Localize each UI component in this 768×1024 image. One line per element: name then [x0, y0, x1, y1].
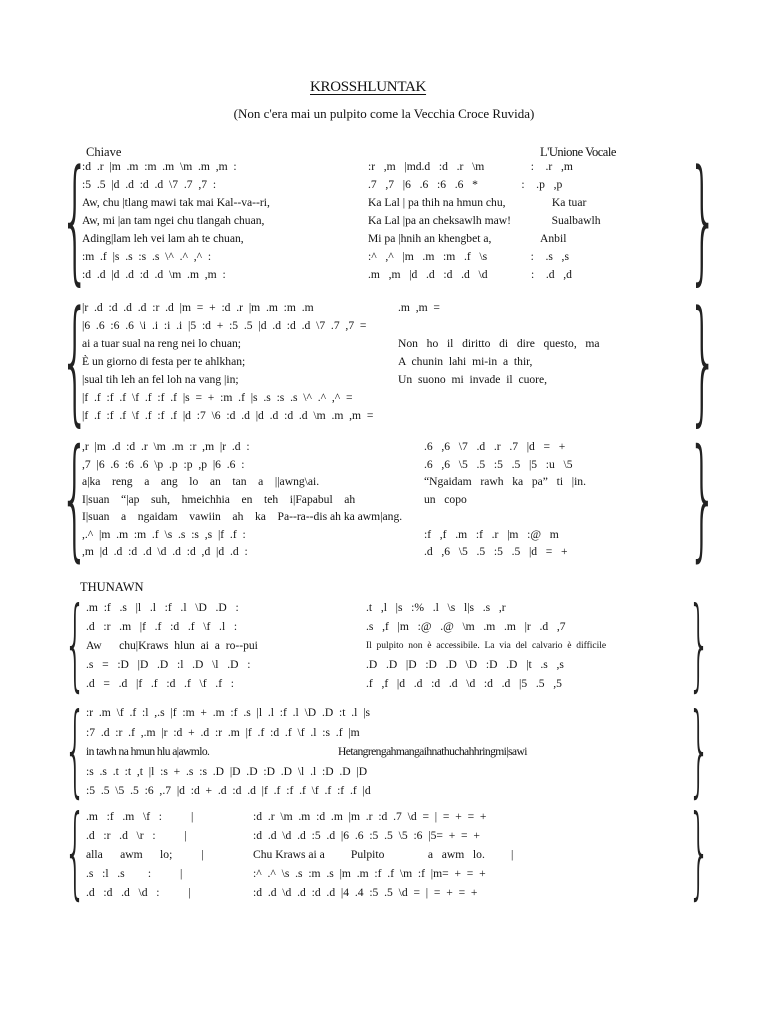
score-line-right: :d .r \m .m :d .m |m .r :d .7 \d = | = + = + — [253, 810, 487, 823]
score-line-right: Ka Lal | pa thih na hmun chu, Ka tuar — [368, 196, 587, 209]
score-line-left: Aw, mi |an tam ngei chu tlangah chuan, — [82, 214, 265, 227]
score-line-right: :d .d \d .d :d .d |4 .4 :5 .5 \d = | = + = + — [253, 886, 478, 899]
score-line-left: |f .f :f .f \f .f :f .f |s = + :m .f |s .s :s .s \^ .^ ,^ = — [82, 391, 353, 404]
page-subtitle: (Non c'era mai un pulpito come la Vecchia Croce Ruvida) — [233, 106, 535, 121]
score-line-left: ,m |d .d :d .d \d .d :d ,d |d .d : — [82, 545, 248, 558]
score-line-right: A chunin lahi mi-in a thir, — [398, 355, 533, 368]
score-line-right: :^ ,^ |m .m :m .f \s : .s ,s — [368, 250, 569, 263]
score-line-right: .7 ,7 |6 .6 :6 .6 * : .p ,p — [368, 178, 563, 191]
score-line-left: .s :l .s : | — [86, 867, 183, 880]
score-line-left: È un giorno di festa per te ahlkhan; — [82, 355, 246, 368]
score-line-left: .d = .d |f .f :d .f \f .f : — [86, 677, 234, 690]
key-label: Chiave — [86, 145, 122, 159]
score-line-left: ,r |m .d :d .r \m .m :r ,m |r .d : — [82, 440, 250, 453]
score-line-left: I|suan a ngaidam vawiin ah ka Pa--ra--dis ah ka awm|ang. — [82, 510, 403, 523]
score-line-left: ai a tuar sual na reng nei lo chuan; — [82, 337, 242, 350]
score-line-left: .d :r .m |f .f :d .f \f .l : — [86, 620, 238, 633]
score-line-right: Un suono mi invade il cuore, — [398, 373, 548, 386]
score-line-left: ,.^ |m .m :m .f \s .s :s ,s |f .f : — [82, 527, 246, 541]
score-line-right: .s ,f |m :@ .@ \m .m .m |r .d ,7 — [366, 620, 566, 633]
score-line-right: .m ,m = — [398, 301, 440, 314]
score-line-left: .m :f .m \f : | — [86, 810, 194, 823]
score-line-left: alla awm lo; | — [86, 848, 204, 861]
score-line-left: :d .r |m .m :m .m \m .m ,m : — [82, 160, 237, 173]
right-brace: } — [688, 141, 719, 298]
score-line-left: |6 .6 :6 .6 \i .i :i .i |5 :d + :5 .5 |d .d :d .d \7 .7 ,7 = — [82, 319, 367, 332]
left-brace: { — [60, 282, 91, 439]
right-brace: } — [688, 793, 711, 910]
left-brace: { — [60, 421, 90, 575]
right-brace: } — [688, 282, 719, 439]
page-title: KROSSHLUNTAK — [310, 79, 427, 95]
choir-label: L'Unione Vocale — [540, 145, 616, 159]
score-line-left: .m :f .s |l .l :f .l \D .D : — [86, 601, 239, 614]
score-line-right: :f ,f .m :f .r |m :@ m — [424, 527, 559, 541]
score-line-right: :d .d \d .d :5 .d |6 .6 :5 .5 \5 :6 |5= + = + — [253, 829, 480, 842]
score-line-left: :5 .5 \5 .5 :6 ,.7 |d :d + .d :d .d |f .f :f .f \f .f :f .f |d — [86, 784, 371, 797]
score-line-right: :r ,m |md.d :d .r \m : .r ,m — [368, 160, 573, 173]
score-line-right: “Ngaidam rawh ka pa” ti |in. — [424, 475, 587, 488]
score-line-left: I|suan “|ap suh, hmeichhia en teh i|Fapabul ah — [82, 492, 356, 506]
score-line-left: .d :d .d \d : | — [86, 886, 191, 899]
score-line-left: ,7 |6 .6 :6 .6 \p .p :p ,p |6 .6 : — [82, 457, 245, 471]
score-line-left: a|ka reng a ang lo an tan a ||awng\ai. — [82, 475, 320, 488]
score-line-left: in tawh na hmun hlu a|awmlo. — [86, 745, 210, 758]
score-line-left: Ading|lam leh vei lam ah te chuan, — [82, 232, 244, 245]
score-line-left: |r .d :d .d .d :r .d |m = + :d .r |m .m :m .m — [82, 301, 314, 314]
score-line-right: .D .D |D :D .D \D :D .D |t .s ,s — [366, 658, 564, 671]
score-line-right: Hetangrengahmangaihnathuchahhringmi|sawi — [338, 745, 527, 758]
score-line-right: .m ,m |d .d :d .d \d : .d ,d — [368, 268, 572, 281]
score-line-left: :s .s .t :t ,t |l :s + .s :s .D |D .D :D .D \l .l :D .D |D — [86, 764, 368, 778]
score-line-right: Non ho il diritto di dire questo, ma — [398, 337, 600, 350]
score-line-left: :m .f |s .s :s .s \^ .^ ,^ : — [82, 250, 212, 263]
score-line-right: Mi pa |hnih an khengbet a, Anbil — [368, 232, 567, 245]
score-line-right: .6 ,6 \5 .5 :5 .5 |5 :u \5 — [424, 457, 573, 471]
score-line-right: .f ,f |d .d :d .d \d :d .d |5 .5 ,5 — [366, 677, 562, 690]
score-line-right: un copo — [424, 492, 467, 506]
score-line-left: |sual tih leh an fel loh na vang |in; — [82, 373, 239, 386]
score-line-left: Aw, chu |tlang mawi tak mai Kal--va--ri, — [82, 196, 270, 209]
score-line-left: .d :r .d \r : | — [86, 829, 187, 842]
left-brace: { — [64, 691, 87, 808]
right-brace: } — [688, 585, 711, 702]
chorus-label: THUNAWN — [80, 580, 144, 594]
score-line-right: .t ,l |s :% .l \s l|s .s ,r — [366, 601, 506, 614]
score-line-right: :^ .^ \s .s :m .s |m .m :f .f \m :f |m= + = + — [253, 867, 486, 880]
score-line-left: :7 .d :r .f ,.m |r :d + .d :r .m |f .f :d .f \f .l :s .f |m — [86, 725, 360, 739]
score-line-left: :5 .5 |d .d :d .d \7 .7 ,7 : — [82, 178, 217, 191]
score-line-left: :r .m \f .f :l ,.s |f :m + .m :f .s |l .l :f .l \D .D :t .l |s — [86, 706, 371, 719]
score-line-left: |f .f :f .f \f .f :f .f |d :7 \6 :d .d |d .d :d .d \m .m ,m = — [82, 409, 374, 422]
score-line-right: Chu Kraws ai a Pulpito a awm lo. | — [253, 848, 514, 861]
score-line-left: Aw chu|Kraws hlun ai a ro--pui — [86, 639, 258, 652]
score-line-right: .d ,6 \5 .5 :5 .5 |d = + — [424, 545, 568, 558]
right-brace: } — [688, 421, 718, 575]
left-brace: { — [64, 585, 87, 702]
left-brace: { — [64, 793, 87, 910]
score-line-right: .6 ,6 \7 .d .r .7 |d = + — [424, 440, 566, 453]
right-brace: } — [688, 691, 711, 808]
score-line-right: Ka Lal |pa an cheksawlh maw! Sualbawlh — [368, 214, 601, 227]
score-line-left: .s = :D |D .D :l .D \l .D : — [86, 658, 251, 671]
left-brace: { — [60, 141, 91, 298]
score-line-right: Il pulpito non è accessibile. La via del calvario è difficile — [366, 641, 607, 651]
score-line-left: :d .d |d .d :d .d \m .m ,m : — [82, 268, 226, 281]
